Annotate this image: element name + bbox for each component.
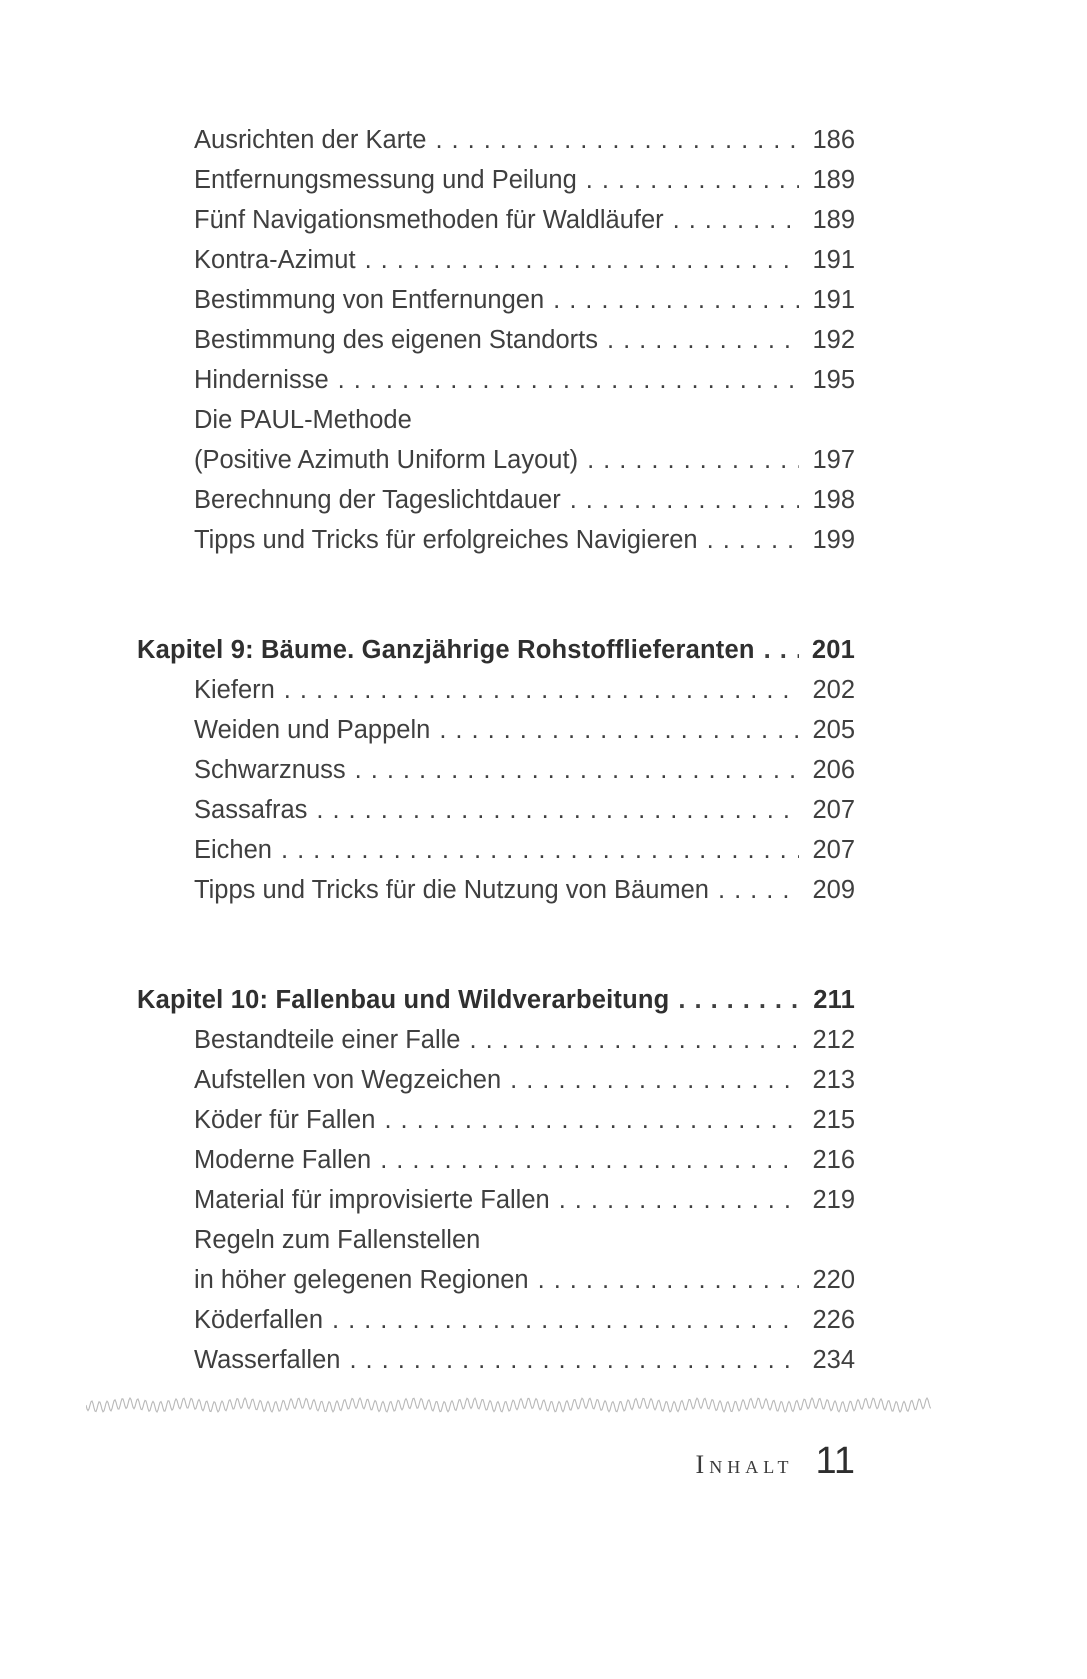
dot-leader: [281, 830, 799, 870]
dot-leader: [349, 1340, 799, 1380]
entry-title: Köderfallen: [194, 1306, 324, 1334]
entry-title: Schwarznuss: [194, 756, 346, 784]
footer-page-number: 11: [815, 1440, 855, 1482]
toc-entry: [137, 1020, 855, 1060]
entry-title: Weiden und Pappeln: [194, 716, 431, 744]
entry-title: Sassafras: [194, 796, 308, 824]
dot-leader: [510, 1060, 799, 1100]
dot-leader: [586, 160, 799, 200]
entry-title: Kontra-Azimut: [194, 246, 356, 274]
entry-page-number: 199: [812, 526, 855, 554]
entry-title: Regeln zum Fallenstellen: [194, 1226, 481, 1254]
dot-leader: [365, 240, 799, 280]
entry-page-number: 195: [812, 366, 855, 394]
dot-leader: [338, 360, 799, 400]
toc-group: [137, 120, 855, 560]
entry-page-number: 209: [812, 876, 855, 904]
dot-leader: [559, 1180, 799, 1220]
dot-leader: [435, 120, 799, 160]
entry-title: (Positive Azimuth Uniform Layout): [194, 446, 579, 474]
dot-leader: [673, 200, 799, 240]
toc-entry: [137, 750, 855, 790]
dot-leader: [718, 870, 799, 910]
dot-leader: [707, 520, 799, 560]
entry-title: Material für improvisierte Fallen: [194, 1186, 550, 1214]
entry-page-number: 202: [812, 676, 855, 704]
dot-leader: [553, 280, 799, 320]
entry-page-number: 211: [813, 986, 855, 1014]
dot-leader: [678, 980, 799, 1020]
footer-section-label: Inhalt: [695, 1450, 794, 1479]
toc-entry: [137, 1260, 855, 1300]
toc-entry: [137, 870, 855, 910]
toc-entry: [137, 520, 855, 560]
dot-leader: [764, 630, 799, 670]
dot-leader: [355, 750, 799, 790]
toc-entry: [137, 440, 855, 480]
entry-title: Fünf Navigationsmethoden für Waldläufer: [194, 206, 664, 234]
entry-page-number: 226: [812, 1306, 855, 1334]
entry-page-number: 234: [812, 1346, 855, 1374]
entry-page-number: 201: [811, 636, 855, 664]
entry-page-number: 213: [812, 1066, 855, 1094]
toc-entry: [137, 280, 855, 320]
toc-entry: [137, 480, 855, 520]
entry-title: in höher gelegenen Regionen: [194, 1266, 529, 1294]
toc-entry: [137, 1300, 855, 1340]
toc-entry: [137, 160, 855, 200]
entry-page-number: 220: [812, 1266, 855, 1294]
entry-title: Eichen: [194, 836, 272, 864]
entry-title: Wasserfallen: [194, 1346, 341, 1374]
toc-chapter-heading: [137, 980, 855, 1020]
entry-title: Kapitel 10: Fallenbau und Wildverarbeitung: [137, 986, 670, 1014]
dot-leader: [538, 1260, 799, 1300]
entry-page-number: 219: [812, 1186, 855, 1214]
entry-title: Bestandteile einer Falle: [194, 1026, 461, 1054]
dot-leader: [439, 710, 799, 750]
entry-title: Tipps und Tricks für erfolgreiches Navigieren: [194, 526, 698, 554]
entry-title: Kapitel 9: Bäume. Ganzjährige Rohstofflieferanten: [137, 636, 755, 664]
entry-title: Kiefern: [194, 676, 275, 704]
entry-title: Hindernisse: [194, 366, 329, 394]
entry-page-number: 189: [812, 206, 855, 234]
entry-title: Moderne Fallen: [194, 1146, 372, 1174]
toc-entry: [137, 400, 855, 440]
entry-page-number: 215: [812, 1106, 855, 1134]
decorative-squiggle-divider: [86, 1394, 931, 1416]
toc-entry: [137, 1140, 855, 1180]
entry-page-number: 207: [812, 796, 855, 824]
dot-leader: [380, 1140, 799, 1180]
toc: [137, 120, 855, 1380]
dot-leader: [607, 320, 799, 360]
entry-title: Bestimmung des eigenen Standorts: [194, 326, 598, 354]
entry-page-number: 216: [812, 1146, 855, 1174]
toc-entry: [137, 1220, 855, 1260]
toc-entry: [137, 200, 855, 240]
dot-leader: [470, 1020, 800, 1060]
entry-title: Entfernungsmessung und Peilung: [194, 166, 577, 194]
toc-entry: [137, 790, 855, 830]
entry-title: Bestimmung von Entfernungen: [194, 286, 545, 314]
toc-entry: [137, 1340, 855, 1380]
entry-page-number: 198: [812, 486, 855, 514]
entry-page-number: 212: [812, 1026, 855, 1054]
page-footer: [0, 1440, 1087, 1483]
entry-page-number: 186: [812, 126, 855, 154]
entry-page-number: 192: [812, 326, 855, 354]
entry-title: Berechnung der Tageslichtdauer: [194, 486, 561, 514]
entry-page-number: 207: [812, 836, 855, 864]
toc-entry: [137, 240, 855, 280]
toc-entry: [137, 1180, 855, 1220]
toc-group: [137, 630, 855, 910]
toc-entry: [137, 710, 855, 750]
entry-title: Tipps und Tricks für die Nutzung von Bäumen: [194, 876, 709, 904]
toc-entry: [137, 670, 855, 710]
toc-entry: [137, 1100, 855, 1140]
entry-page-number: 191: [812, 246, 855, 274]
dot-leader: [284, 670, 799, 710]
toc-entry: [137, 830, 855, 870]
toc-entry: [137, 120, 855, 160]
toc-entry: [137, 360, 855, 400]
dot-leader: [316, 790, 799, 830]
toc-chapter-heading: [137, 630, 855, 670]
entry-page-number: 197: [812, 446, 855, 474]
squiggle-icon: [86, 1394, 931, 1416]
entry-page-number: 189: [812, 166, 855, 194]
entry-page-number: 206: [812, 756, 855, 784]
entry-title: Aufstellen von Wegzeichen: [194, 1066, 502, 1094]
entry-title: Köder für Fallen: [194, 1106, 376, 1134]
dot-leader: [570, 480, 799, 520]
toc-group: [137, 980, 855, 1380]
toc-entry: [137, 320, 855, 360]
entry-page-number: 205: [812, 716, 855, 744]
dot-leader: [384, 1100, 799, 1140]
toc-entry: [137, 1060, 855, 1100]
entry-title: Die PAUL-Methode: [194, 406, 412, 434]
entry-title: Ausrichten der Karte: [194, 126, 427, 154]
dot-leader: [332, 1300, 799, 1340]
entry-page-number: 191: [812, 286, 855, 314]
dot-leader: [587, 440, 799, 480]
